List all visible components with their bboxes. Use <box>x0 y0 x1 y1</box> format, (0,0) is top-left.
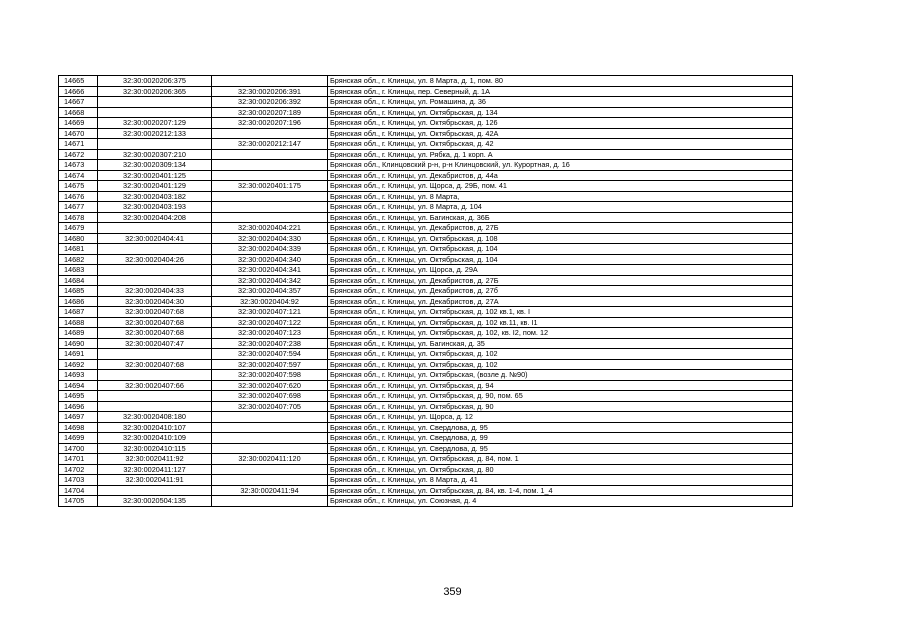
row-number-cell: 14674 <box>59 170 98 181</box>
cadastral-number-cell: 32:30:0020401:129 <box>98 181 212 192</box>
table-row <box>59 254 793 265</box>
row-number-cell: 14704 <box>59 485 98 496</box>
related-cadastral-number-cell <box>212 149 328 160</box>
cadastral-number-cell: 32:30:0020411:91 <box>98 475 212 486</box>
related-cadastral-number-cell: 32:30:0020407:598 <box>212 370 328 381</box>
table-row <box>59 401 793 412</box>
cadastral-number-cell: 32:30:0020403:193 <box>98 202 212 213</box>
related-cadastral-number-cell: 32:30:0020207:196 <box>212 118 328 129</box>
table-row <box>59 464 793 475</box>
related-cadastral-number-cell: 32:30:0020407:594 <box>212 349 328 360</box>
table-row <box>59 212 793 223</box>
table-row <box>59 328 793 339</box>
related-cadastral-number-cell: 32:30:0020404:221 <box>212 223 328 234</box>
row-number-cell: 14699 <box>59 433 98 444</box>
row-number-cell: 14672 <box>59 149 98 160</box>
row-number-cell: 14679 <box>59 223 98 234</box>
cadastral-number-cell: 32:30:0020404:33 <box>98 286 212 297</box>
cadastral-number-cell <box>98 97 212 108</box>
address-cell: Брянская обл., г. Клинцы, ул. Декабристов, д. 44а <box>328 170 793 181</box>
row-number-cell: 14669 <box>59 118 98 129</box>
related-cadastral-number-cell <box>212 464 328 475</box>
related-cadastral-number-cell: 32:30:0020404:339 <box>212 244 328 255</box>
address-cell: Брянская обл., г. Клинцы, ул. Союзная, д. 4 <box>328 496 793 507</box>
table-row <box>59 412 793 423</box>
table-row <box>59 275 793 286</box>
cadastral-number-cell: 32:30:0020307:210 <box>98 149 212 160</box>
row-number-cell: 14690 <box>59 338 98 349</box>
row-number-cell: 14703 <box>59 475 98 486</box>
related-cadastral-number-cell: 32:30:0020212:147 <box>212 139 328 150</box>
related-cadastral-number-cell <box>212 422 328 433</box>
table-row <box>59 76 793 87</box>
register-table-body <box>59 76 793 507</box>
related-cadastral-number-cell: 32:30:0020407:620 <box>212 380 328 391</box>
cadastral-number-cell: 32:30:0020404:30 <box>98 296 212 307</box>
related-cadastral-number-cell: 32:30:0020407:698 <box>212 391 328 402</box>
register-table <box>58 75 793 507</box>
table-row <box>59 317 793 328</box>
related-cadastral-number-cell <box>212 160 328 171</box>
table-row <box>59 485 793 496</box>
row-number-cell: 14673 <box>59 160 98 171</box>
row-number-cell: 14698 <box>59 422 98 433</box>
related-cadastral-number-cell: 32:30:0020404:92 <box>212 296 328 307</box>
address-cell: Брянская обл., г. Клинцы, ул. Свердлова, д. 95 <box>328 443 793 454</box>
table-row <box>59 359 793 370</box>
row-number-cell: 14697 <box>59 412 98 423</box>
address-cell: Брянская обл., г. Клинцы, ул. Октябрьская, д. 42А <box>328 128 793 139</box>
row-number-cell: 14682 <box>59 254 98 265</box>
cadastral-number-cell: 32:30:0020410:115 <box>98 443 212 454</box>
row-number-cell: 14680 <box>59 233 98 244</box>
table-row <box>59 139 793 150</box>
related-cadastral-number-cell: 32:30:0020407:121 <box>212 307 328 318</box>
table-row <box>59 349 793 360</box>
related-cadastral-number-cell <box>212 170 328 181</box>
table-row <box>59 128 793 139</box>
cadastral-number-cell: 32:30:0020206:375 <box>98 76 212 87</box>
address-cell: Брянская обл., г. Клинцы, ул. Октябрьская, д. 80 <box>328 464 793 475</box>
cadastral-number-cell: 32:30:0020408:180 <box>98 412 212 423</box>
related-cadastral-number-cell: 32:30:0020407:705 <box>212 401 328 412</box>
table-row <box>59 475 793 486</box>
cadastral-number-cell: 32:30:0020411:92 <box>98 454 212 465</box>
related-cadastral-number-cell: 32:30:0020404:330 <box>212 233 328 244</box>
address-cell: Брянская обл., г. Клинцы, ул. Октябрьская, д. 84, пом. 1 <box>328 454 793 465</box>
table-row <box>59 202 793 213</box>
row-number-cell: 14678 <box>59 212 98 223</box>
related-cadastral-number-cell: 32:30:0020207:189 <box>212 107 328 118</box>
cadastral-number-cell: 32:30:0020407:68 <box>98 328 212 339</box>
related-cadastral-number-cell: 32:30:0020401:175 <box>212 181 328 192</box>
table-row <box>59 307 793 318</box>
table-row <box>59 265 793 276</box>
related-cadastral-number-cell: 32:30:0020407:123 <box>212 328 328 339</box>
address-cell: Брянская обл., г. Клинцы, ул. 8 Марта, д. 1, пом. 80 <box>328 76 793 87</box>
address-cell: Брянская обл., г. Клинцы, ул. Багинская, д. 36Б <box>328 212 793 223</box>
cadastral-number-cell <box>98 223 212 234</box>
table-row <box>59 286 793 297</box>
table-row <box>59 380 793 391</box>
row-number-cell: 14670 <box>59 128 98 139</box>
related-cadastral-number-cell <box>212 496 328 507</box>
table-row <box>59 97 793 108</box>
row-number-cell: 14666 <box>59 86 98 97</box>
cadastral-number-cell: 32:30:0020404:26 <box>98 254 212 265</box>
related-cadastral-number-cell <box>212 433 328 444</box>
row-number-cell: 14705 <box>59 496 98 507</box>
table-row <box>59 160 793 171</box>
table-row <box>59 191 793 202</box>
related-cadastral-number-cell: 32:30:0020404:342 <box>212 275 328 286</box>
row-number-cell: 14681 <box>59 244 98 255</box>
row-number-cell: 14684 <box>59 275 98 286</box>
table-row <box>59 422 793 433</box>
address-cell: Брянская обл., г. Клинцы, ул. Декабристов, д. 27б <box>328 286 793 297</box>
row-number-cell: 14675 <box>59 181 98 192</box>
address-cell: Брянская обл., г. Клинцы, ул. Октябрьская, д. 102 кв.11, кв. I1 <box>328 317 793 328</box>
address-cell: Брянская обл., г. Клинцы, ул. Октябрьская, д. 90, пом. 65 <box>328 391 793 402</box>
address-cell: Брянская обл., г. Клинцы, ул. Октябрьская, д. 102 кв.1, кв. I <box>328 307 793 318</box>
address-cell: Брянская обл., г. Клинцы, ул. Октябрьская, д. 42 <box>328 139 793 150</box>
row-number-cell: 14686 <box>59 296 98 307</box>
table-row <box>59 149 793 160</box>
address-cell: Брянская обл., г. Клинцы, ул. Декабристов, д. 27Б <box>328 223 793 234</box>
cadastral-number-cell: 32:30:0020504:135 <box>98 496 212 507</box>
address-cell: Брянская обл., г. Клинцы, ул. Багинская, д. 35 <box>328 338 793 349</box>
cadastral-number-cell <box>98 370 212 381</box>
cadastral-number-cell: 32:30:0020401:125 <box>98 170 212 181</box>
related-cadastral-number-cell: 32:30:0020407:122 <box>212 317 328 328</box>
table-row <box>59 233 793 244</box>
cadastral-number-cell <box>98 349 212 360</box>
table-row <box>59 496 793 507</box>
address-cell: Брянская обл., г. Клинцы, ул. 8 Марта, д. 104 <box>328 202 793 213</box>
related-cadastral-number-cell: 32:30:0020404:341 <box>212 265 328 276</box>
address-cell: Брянская обл., г. Клинцы, ул. Щорса, д. 12 <box>328 412 793 423</box>
cadastral-number-cell: 32:30:0020404:41 <box>98 233 212 244</box>
row-number-cell: 14688 <box>59 317 98 328</box>
address-cell: Брянская обл., г. Клинцы, ул. 8 Марта, <box>328 191 793 202</box>
row-number-cell: 14694 <box>59 380 98 391</box>
related-cadastral-number-cell: 32:30:0020404:340 <box>212 254 328 265</box>
cadastral-number-cell: 32:30:0020407:66 <box>98 380 212 391</box>
table-row <box>59 391 793 402</box>
cadastral-number-cell <box>98 275 212 286</box>
related-cadastral-number-cell <box>212 76 328 87</box>
cadastral-number-cell <box>98 107 212 118</box>
table-row <box>59 86 793 97</box>
cadastral-number-cell: 32:30:0020407:47 <box>98 338 212 349</box>
cadastral-number-cell: 32:30:0020407:68 <box>98 307 212 318</box>
related-cadastral-number-cell <box>212 191 328 202</box>
related-cadastral-number-cell: 32:30:0020411:120 <box>212 454 328 465</box>
row-number-cell: 14667 <box>59 97 98 108</box>
row-number-cell: 14696 <box>59 401 98 412</box>
address-cell: Брянская обл., г. Клинцы, ул. Октябрьская, д. 134 <box>328 107 793 118</box>
address-cell: Брянская обл., г. Клинцы, ул. Октябрьская, д. 102 <box>328 349 793 360</box>
address-cell: Брянская обл., г. Клинцы, ул. Октябрьская, д. 102, кв. I2, пом. 12 <box>328 328 793 339</box>
related-cadastral-number-cell: 32:30:0020411:94 <box>212 485 328 496</box>
table-row <box>59 170 793 181</box>
table-row <box>59 223 793 234</box>
related-cadastral-number-cell: 32:30:0020206:392 <box>212 97 328 108</box>
address-cell: Брянская обл., г. Клинцы, ул. Октябрьская, д. 90 <box>328 401 793 412</box>
cadastral-number-cell: 32:30:0020309:134 <box>98 160 212 171</box>
table-row <box>59 338 793 349</box>
cadastral-number-cell: 32:30:0020407:68 <box>98 317 212 328</box>
related-cadastral-number-cell <box>212 443 328 454</box>
address-cell: Брянская обл., г. Клинцы, ул. Октябрьская, д. 126 <box>328 118 793 129</box>
cadastral-number-cell <box>98 265 212 276</box>
row-number-cell: 14665 <box>59 76 98 87</box>
table-row <box>59 433 793 444</box>
address-cell: Брянская обл., г. Клинцы, ул. Октябрьская, д. 102 <box>328 359 793 370</box>
row-number-cell: 14677 <box>59 202 98 213</box>
table-row <box>59 370 793 381</box>
row-number-cell: 14671 <box>59 139 98 150</box>
row-number-cell: 14689 <box>59 328 98 339</box>
cadastral-number-cell <box>98 401 212 412</box>
address-cell: Брянская обл., г. Клинцы, ул. Щорса, д. 29Б, пом. 41 <box>328 181 793 192</box>
cadastral-number-cell: 32:30:0020411:127 <box>98 464 212 475</box>
related-cadastral-number-cell: 32:30:0020407:238 <box>212 338 328 349</box>
table-row <box>59 454 793 465</box>
address-cell: Брянская обл., г. Клинцы, ул. Октябрьская, д. 108 <box>328 233 793 244</box>
address-cell: Брянская обл., г. Клинцы, ул. Декабристов, д. 27Б <box>328 275 793 286</box>
address-cell: Брянская обл., г. Клинцы, ул. Октябрьская, д. 94 <box>328 380 793 391</box>
cadastral-number-cell: 32:30:0020410:107 <box>98 422 212 433</box>
cadastral-number-cell <box>98 244 212 255</box>
row-number-cell: 14683 <box>59 265 98 276</box>
cadastral-number-cell: 32:30:0020403:182 <box>98 191 212 202</box>
cadastral-number-cell: 32:30:0020206:365 <box>98 86 212 97</box>
related-cadastral-number-cell <box>212 202 328 213</box>
address-cell: Брянская обл., г. Клинцы, ул. Свердлова, д. 99 <box>328 433 793 444</box>
row-number-cell: 14700 <box>59 443 98 454</box>
address-cell: Брянская обл., г. Клинцы, ул. Октябрьская, (возле д. №90) <box>328 370 793 381</box>
table-row <box>59 296 793 307</box>
cadastral-number-cell: 32:30:0020212:133 <box>98 128 212 139</box>
address-cell: Брянская обл., г. Клинцы, ул. Рябка, д. 1 корп. А <box>328 149 793 160</box>
cadastral-number-cell <box>98 139 212 150</box>
cadastral-number-cell: 32:30:0020410:109 <box>98 433 212 444</box>
row-number-cell: 14668 <box>59 107 98 118</box>
related-cadastral-number-cell: 32:30:0020206:391 <box>212 86 328 97</box>
cadastral-number-cell: 32:30:0020407:68 <box>98 359 212 370</box>
row-number-cell: 14676 <box>59 191 98 202</box>
address-cell: Брянская обл., г. Клинцы, ул. Октябрьская, д. 104 <box>328 254 793 265</box>
related-cadastral-number-cell: 32:30:0020407:597 <box>212 359 328 370</box>
address-cell: Брянская обл., г. Клинцы, ул. Ромашина, д. 36 <box>328 97 793 108</box>
table-row <box>59 107 793 118</box>
row-number-cell: 14692 <box>59 359 98 370</box>
row-number-cell: 14691 <box>59 349 98 360</box>
table-row <box>59 181 793 192</box>
address-cell: Брянская обл., г. Клинцы, ул. 8 Марта, д. 41 <box>328 475 793 486</box>
row-number-cell: 14687 <box>59 307 98 318</box>
address-cell: Брянская обл., г. Клинцы, ул. Октябрьская, д. 104 <box>328 244 793 255</box>
row-number-cell: 14695 <box>59 391 98 402</box>
address-cell: Брянская обл., г. Клинцы, ул. Октябрьская, д. 84, кв. 1-4, пом. 1_4 <box>328 485 793 496</box>
row-number-cell: 14693 <box>59 370 98 381</box>
cadastral-number-cell: 32:30:0020404:208 <box>98 212 212 223</box>
address-cell: Брянская обл., г. Клинцы, ул. Декабристов, д. 27А <box>328 296 793 307</box>
related-cadastral-number-cell <box>212 128 328 139</box>
related-cadastral-number-cell <box>212 212 328 223</box>
row-number-cell: 14702 <box>59 464 98 475</box>
related-cadastral-number-cell <box>212 412 328 423</box>
cadastral-number-cell <box>98 485 212 496</box>
row-number-cell: 14685 <box>59 286 98 297</box>
address-cell: Брянская обл., г. Клинцы, ул. Щорса, д. 29А <box>328 265 793 276</box>
address-cell: Брянская обл., г. Клинцы, ул. Свердлова, д. 95 <box>328 422 793 433</box>
table-row <box>59 118 793 129</box>
table-row <box>59 244 793 255</box>
page-number: 359 <box>443 586 462 598</box>
cadastral-number-cell: 32:30:0020207:129 <box>98 118 212 129</box>
address-cell: Брянская обл., г. Клинцы, пер. Северный, д. 1А <box>328 86 793 97</box>
table-row <box>59 443 793 454</box>
related-cadastral-number-cell: 32:30:0020404:357 <box>212 286 328 297</box>
address-cell: Брянская обл., Клинцовский р-н, р-н Клинцовский, ул. Курортная, д. 16 <box>328 160 793 171</box>
row-number-cell: 14701 <box>59 454 98 465</box>
related-cadastral-number-cell <box>212 475 328 486</box>
cadastral-number-cell <box>98 391 212 402</box>
